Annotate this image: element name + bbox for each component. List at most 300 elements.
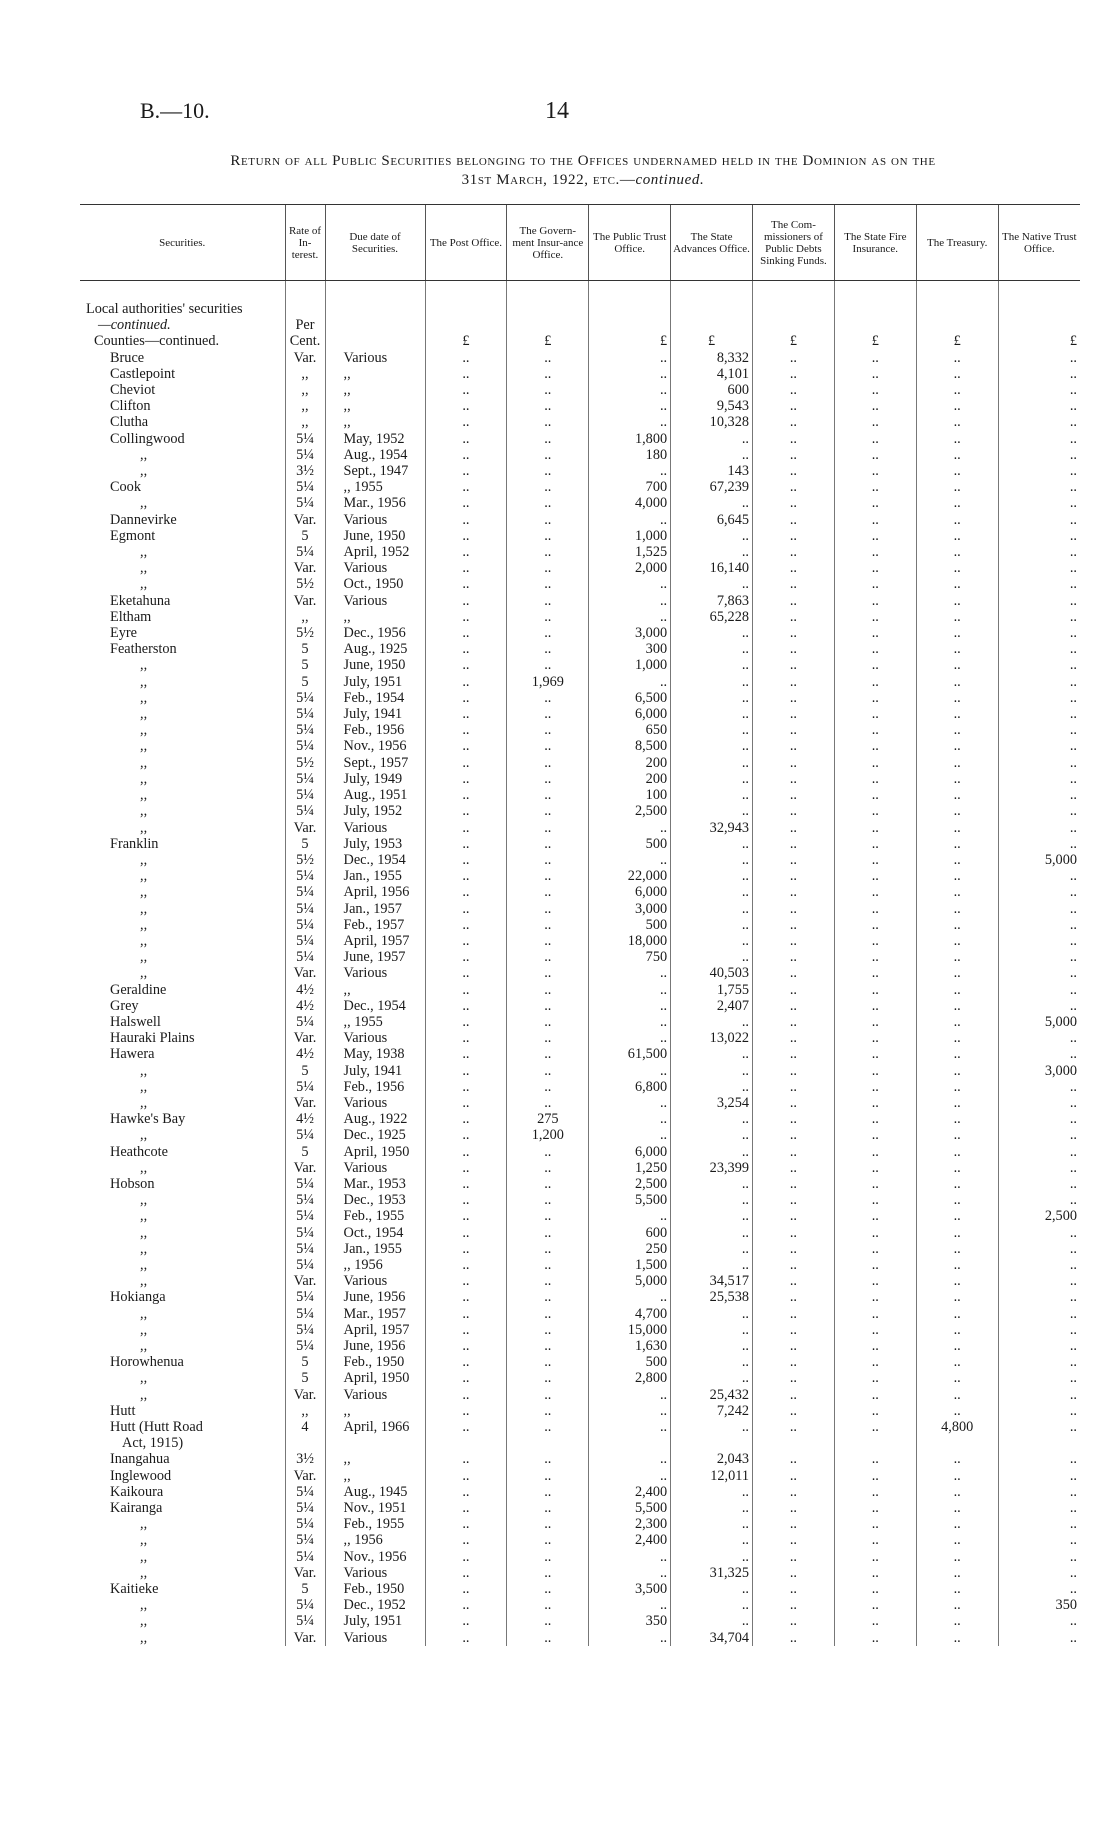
cell-security: ,, <box>140 1532 148 1549</box>
cell-sinking-funds: .. <box>753 836 835 852</box>
cell-due-date: June, 1956 <box>325 1338 425 1354</box>
currency-native-trust: £ <box>998 333 1080 349</box>
cell-due-date: Mar., 1957 <box>325 1306 425 1322</box>
cell-state-advances: .. <box>671 690 753 706</box>
cell-post-office: .. <box>425 706 507 722</box>
cell-state-advances: .. <box>671 576 753 592</box>
cell-native-trust <box>998 1435 1080 1451</box>
cell-rate: 4½ <box>285 998 325 1014</box>
cell-treasury: .. <box>916 1403 998 1419</box>
cell-treasury: .. <box>916 625 998 641</box>
table-row <box>80 350 1080 366</box>
cell-sinking-funds: .. <box>753 463 835 479</box>
cell-treasury: .. <box>916 1516 998 1532</box>
cell-rate: 5½ <box>285 852 325 868</box>
cell-sinking-funds: .. <box>753 1338 835 1354</box>
cell-security: ,, <box>140 446 148 463</box>
cell-sinking-funds: .. <box>753 1613 835 1629</box>
cell-government-insurance: .. <box>507 382 589 398</box>
cell-state-fire: .. <box>834 1338 916 1354</box>
cell-security: ,, <box>140 965 148 982</box>
cell-sinking-funds: .. <box>753 495 835 511</box>
cell-rate: 5¼ <box>285 690 325 706</box>
cell-state-fire: .. <box>834 350 916 366</box>
cell-rate: 4½ <box>285 982 325 998</box>
cell-due-date: Various <box>325 512 425 528</box>
cell-sinking-funds: .. <box>753 965 835 981</box>
cell-security: ,, <box>140 1127 148 1144</box>
cell-government-insurance: .. <box>507 820 589 836</box>
cell-security: Dannevirke <box>110 511 177 528</box>
cell-sinking-funds: .. <box>753 350 835 366</box>
cell-government-insurance: .. <box>507 1273 589 1289</box>
cell-post-office: .. <box>425 1532 507 1548</box>
cell-due-date: May, 1938 <box>325 1046 425 1062</box>
cell-sinking-funds: .. <box>753 1532 835 1548</box>
table-row <box>80 901 1080 917</box>
cell-security: Clifton <box>110 398 151 415</box>
cell-rate: 5¼ <box>285 1516 325 1532</box>
cell-native-trust: .. <box>998 1095 1080 1111</box>
cell-due-date: Jan., 1957 <box>325 901 425 917</box>
cell-public-trust: 700 <box>589 479 671 495</box>
rate-unit-per: Per <box>285 317 325 333</box>
col-header-native-trust: The Native Trust Office. <box>998 205 1080 281</box>
cell-sinking-funds: .. <box>753 593 835 609</box>
cell-government-insurance: 275 <box>507 1111 589 1127</box>
cell-due-date: Various <box>325 1273 425 1289</box>
cell-treasury: .. <box>916 852 998 868</box>
cell-native-trust: .. <box>998 1192 1080 1208</box>
cell-state-fire: .. <box>834 933 916 949</box>
cell-rate: 5¼ <box>285 933 325 949</box>
table-row <box>80 1322 1080 1338</box>
table-row <box>80 1208 1080 1224</box>
cell-post-office: .. <box>425 722 507 738</box>
cell-native-trust: .. <box>998 447 1080 463</box>
cell-due-date: ,, <box>325 382 425 398</box>
cell-security: ,, <box>140 1224 148 1241</box>
cell-due-date: Aug., 1922 <box>325 1111 425 1127</box>
cell-due-date: Feb., 1950 <box>325 1581 425 1597</box>
cell-post-office: .. <box>425 771 507 787</box>
cell-treasury: .. <box>916 1014 998 1030</box>
cell-native-trust: .. <box>998 1030 1080 1046</box>
cell-post-office: .. <box>425 820 507 836</box>
table-row <box>80 787 1080 803</box>
cell-post-office: .. <box>425 884 507 900</box>
cell-security: ,, <box>140 544 148 561</box>
cell-post-office: .. <box>425 560 507 576</box>
cell-government-insurance: 1,969 <box>507 674 589 690</box>
cell-rate: 5¼ <box>285 1613 325 1629</box>
cell-government-insurance: .. <box>507 1306 589 1322</box>
spacer-row <box>80 281 1080 302</box>
caption-local-authorities: Local authorities' securities <box>86 301 243 317</box>
cell-post-office: .. <box>425 1451 507 1467</box>
cell-sinking-funds: .. <box>753 1273 835 1289</box>
cell-state-fire: .. <box>834 479 916 495</box>
cell-state-fire: .. <box>834 787 916 803</box>
cell-public-trust: .. <box>589 674 671 690</box>
cell-government-insurance: .. <box>507 1403 589 1419</box>
cell-due-date: July, 1941 <box>325 706 425 722</box>
cell-state-advances: .. <box>671 1549 753 1565</box>
cell-sinking-funds: .. <box>753 884 835 900</box>
cell-due-date: Various <box>325 350 425 366</box>
cell-government-insurance: .. <box>507 657 589 673</box>
cell-state-advances: .. <box>671 1581 753 1597</box>
cell-due-date: Sept., 1947 <box>325 463 425 479</box>
cell-due-date: April, 1952 <box>325 544 425 560</box>
cell-post-office: .. <box>425 803 507 819</box>
cell-post-office: .. <box>425 1338 507 1354</box>
table-row <box>80 431 1080 447</box>
cell-treasury: .. <box>916 350 998 366</box>
table-row <box>80 771 1080 787</box>
table-row <box>80 722 1080 738</box>
col-header-sinking-funds: The Com-missioners of Public Debts Sinking Funds. <box>753 205 835 281</box>
cell-treasury: .. <box>916 495 998 511</box>
table-row <box>80 1451 1080 1467</box>
cell-treasury: .. <box>916 868 998 884</box>
cell-government-insurance: .. <box>507 1370 589 1386</box>
title-line-2-italic: continued. <box>635 172 705 188</box>
cell-security: Inangahua <box>110 1451 170 1468</box>
cell-government-insurance: .. <box>507 1532 589 1548</box>
cell-security: ,, <box>140 787 148 804</box>
cell-native-trust: .. <box>998 528 1080 544</box>
cell-rate: 5 <box>285 528 325 544</box>
cell-security: ,, <box>140 1240 148 1257</box>
cell-government-insurance: .. <box>507 609 589 625</box>
cell-treasury: .. <box>916 755 998 771</box>
cell-state-advances: .. <box>671 836 753 852</box>
cell-public-trust: 2,500 <box>589 1176 671 1192</box>
cell-treasury: .. <box>916 560 998 576</box>
cell-sinking-funds: .. <box>753 706 835 722</box>
cell-sinking-funds: .. <box>753 1144 835 1160</box>
cell-sinking-funds: .. <box>753 787 835 803</box>
cell-security: ,, <box>140 673 148 690</box>
cell-due-date: Aug., 1951 <box>325 787 425 803</box>
table-row <box>80 755 1080 771</box>
cell-government-insurance: .. <box>507 576 589 592</box>
cell-rate: ,, <box>285 414 325 430</box>
cell-due-date: Various <box>325 560 425 576</box>
cell-state-advances: .. <box>671 1176 753 1192</box>
cell-post-office: .. <box>425 917 507 933</box>
table-row <box>80 495 1080 511</box>
cell-security: Cook <box>110 479 141 496</box>
table-row <box>80 1079 1080 1095</box>
cell-sinking-funds: .. <box>753 1079 835 1095</box>
table-row <box>80 1289 1080 1305</box>
cell-security: ,, <box>140 1597 148 1614</box>
cell-public-trust: 180 <box>589 447 671 463</box>
cell-treasury: .. <box>916 1095 998 1111</box>
cell-sinking-funds: .. <box>753 528 835 544</box>
cell-security: Hokianga <box>110 1289 166 1306</box>
cell-rate: 5½ <box>285 625 325 641</box>
cell-native-trust: .. <box>998 463 1080 479</box>
cell-rate: 5 <box>285 836 325 852</box>
cell-treasury: .. <box>916 1322 998 1338</box>
table-row <box>80 738 1080 754</box>
cell-state-fire: .. <box>834 884 916 900</box>
cell-state-advances: .. <box>671 1419 753 1435</box>
cell-state-fire: .. <box>834 463 916 479</box>
cell-sinking-funds: .. <box>753 1306 835 1322</box>
cell-state-fire: .. <box>834 901 916 917</box>
cell-government-insurance: .. <box>507 1549 589 1565</box>
cell-post-office: .. <box>425 674 507 690</box>
table-row <box>80 933 1080 949</box>
cell-rate: 5¼ <box>285 1532 325 1548</box>
cell-due-date: Jan., 1955 <box>325 1241 425 1257</box>
cell-post-office: .. <box>425 1354 507 1370</box>
cell-treasury: .. <box>916 366 998 382</box>
cell-government-insurance: .. <box>507 706 589 722</box>
cell-treasury: .. <box>916 1370 998 1386</box>
cell-state-advances: .. <box>671 625 753 641</box>
cell-treasury: .. <box>916 414 998 430</box>
cell-state-fire: .. <box>834 1095 916 1111</box>
table-row <box>80 1338 1080 1354</box>
cell-rate: 5¼ <box>285 1014 325 1030</box>
cell-post-office: .. <box>425 1241 507 1257</box>
cell-treasury: .. <box>916 674 998 690</box>
cell-state-fire: .. <box>834 1208 916 1224</box>
cell-sinking-funds: .. <box>753 560 835 576</box>
cell-security: Clutha <box>110 414 149 431</box>
cell-government-insurance: .. <box>507 1484 589 1500</box>
cell-rate: 5¼ <box>285 1484 325 1500</box>
cell-state-advances: 16,140 <box>671 560 753 576</box>
cell-state-advances: .. <box>671 1046 753 1062</box>
table-row <box>80 868 1080 884</box>
cell-post-office: .. <box>425 398 507 414</box>
cell-state-advances: 8,332 <box>671 350 753 366</box>
cell-government-insurance: .. <box>507 1144 589 1160</box>
cell-public-trust: 500 <box>589 836 671 852</box>
cell-due-date: Nov., 1951 <box>325 1500 425 1516</box>
cell-native-trust: .. <box>998 1079 1080 1095</box>
cell-government-insurance: .. <box>507 366 589 382</box>
col-header-rate: Rate of In-terest. <box>285 205 325 281</box>
cell-security: Hobson <box>110 1175 155 1192</box>
cell-public-trust: 8,500 <box>589 738 671 754</box>
cell-treasury: .. <box>916 787 998 803</box>
cell-public-trust: 2,000 <box>589 560 671 576</box>
cell-native-trust: .. <box>998 1225 1080 1241</box>
cell-due-date: June, 1956 <box>325 1289 425 1305</box>
cell-post-office: .. <box>425 1160 507 1176</box>
cell-state-fire: .. <box>834 917 916 933</box>
cell-treasury: .. <box>916 593 998 609</box>
cell-treasury: .. <box>916 836 998 852</box>
cell-due-date: Various <box>325 1565 425 1581</box>
cell-treasury: .. <box>916 609 998 625</box>
cell-treasury: .. <box>916 512 998 528</box>
cell-government-insurance: .. <box>507 1030 589 1046</box>
cell-public-trust: .. <box>589 382 671 398</box>
cell-government-insurance: .. <box>507 722 589 738</box>
cell-security: ,, <box>140 738 148 755</box>
cell-state-fire: .. <box>834 868 916 884</box>
cell-native-trust: .. <box>998 1532 1080 1548</box>
cell-state-fire: .. <box>834 495 916 511</box>
table-row <box>80 1144 1080 1160</box>
caption-counties <box>80 333 285 349</box>
cell-due-date: Various <box>325 1630 425 1646</box>
cell-public-trust: 500 <box>589 917 671 933</box>
cell-post-office <box>425 1435 507 1451</box>
table-row <box>80 836 1080 852</box>
cell-security: Eyre <box>110 625 137 642</box>
cell-security: ,, <box>140 1192 148 1209</box>
cell-rate: 5¼ <box>285 1306 325 1322</box>
col-header-securities: Securities. <box>80 205 285 281</box>
cell-sinking-funds: .. <box>753 1046 835 1062</box>
cell-sinking-funds: .. <box>753 1630 835 1646</box>
cell-state-advances: 23,399 <box>671 1160 753 1176</box>
cell-native-trust: .. <box>998 1468 1080 1484</box>
table-row <box>80 1030 1080 1046</box>
cell-state-fire: .. <box>834 1549 916 1565</box>
cell-native-trust: .. <box>998 722 1080 738</box>
cell-state-fire: .. <box>834 1241 916 1257</box>
cell-state-advances: 31,325 <box>671 1565 753 1581</box>
cell-due-date: ,, 1955 <box>325 1014 425 1030</box>
cell-post-office: .. <box>425 544 507 560</box>
securities-table <box>80 204 1080 1646</box>
cell-state-fire: .. <box>834 982 916 998</box>
cell-rate: ,, <box>285 382 325 398</box>
cell-post-office: .. <box>425 1630 507 1646</box>
cell-security: ,, <box>140 657 148 674</box>
col-header-government-insurance: The Govern-ment Insur-ance Office. <box>507 205 589 281</box>
cell-treasury: .. <box>916 447 998 463</box>
table-row <box>80 560 1080 576</box>
cell-treasury: .. <box>916 1144 998 1160</box>
cell-state-advances: .. <box>671 722 753 738</box>
cell-state-fire: .. <box>834 674 916 690</box>
cell-post-office: .. <box>425 431 507 447</box>
cell-rate: 4 <box>285 1419 325 1435</box>
cell-state-fire: .. <box>834 1370 916 1386</box>
cell-native-trust: .. <box>998 414 1080 430</box>
cell-government-insurance: .. <box>507 1322 589 1338</box>
cell-sinking-funds: .. <box>753 1257 835 1273</box>
cell-state-advances: 65,228 <box>671 609 753 625</box>
cell-native-trust: .. <box>998 949 1080 965</box>
cell-sinking-funds: .. <box>753 803 835 819</box>
cell-sinking-funds: .. <box>753 1419 835 1435</box>
cell-treasury: .. <box>916 657 998 673</box>
cell-security: ,, <box>140 1548 148 1565</box>
cell-due-date: June, 1950 <box>325 657 425 673</box>
cell-post-office: .. <box>425 1613 507 1629</box>
cell-state-fire: .. <box>834 1613 916 1629</box>
cell-state-advances: 7,863 <box>671 593 753 609</box>
cell-government-insurance: .. <box>507 787 589 803</box>
cell-state-advances: .. <box>671 1516 753 1532</box>
cell-state-fire: .. <box>834 1322 916 1338</box>
cell-post-office: .. <box>425 366 507 382</box>
cell-government-insurance: .. <box>507 1500 589 1516</box>
cell-native-trust: .. <box>998 1144 1080 1160</box>
cell-native-trust: .. <box>998 366 1080 382</box>
cell-due-date: Mar., 1953 <box>325 1176 425 1192</box>
cell-state-advances: .. <box>671 901 753 917</box>
cell-state-advances: .. <box>671 674 753 690</box>
cell-treasury: .. <box>916 1306 998 1322</box>
cell-post-office: .. <box>425 528 507 544</box>
title-line-1: Return of all Public Securities belonging to the Offices undernamed held in the Dominion as on the <box>230 153 936 169</box>
cell-government-insurance: .. <box>507 495 589 511</box>
cell-state-fire: .. <box>834 447 916 463</box>
table-row <box>80 1630 1080 1646</box>
cell-sinking-funds: .. <box>753 917 835 933</box>
cell-government-insurance: .. <box>507 593 589 609</box>
cell-sinking-funds: .. <box>753 949 835 965</box>
cell-security: Kairanga <box>110 1500 163 1517</box>
cell-security: ,, <box>140 1078 148 1095</box>
cell-post-office: .. <box>425 382 507 398</box>
cell-rate: ,, <box>285 609 325 625</box>
cell-sinking-funds: .. <box>753 1127 835 1143</box>
cell-due-date: Various <box>325 965 425 981</box>
cell-public-trust: 1,630 <box>589 1338 671 1354</box>
cell-rate: 5½ <box>285 755 325 771</box>
cell-sinking-funds: .. <box>753 1354 835 1370</box>
cell-sinking-funds: .. <box>753 1451 835 1467</box>
cell-rate: 5¼ <box>285 901 325 917</box>
cell-due-date: Various <box>325 820 425 836</box>
cell-post-office: .. <box>425 576 507 592</box>
cell-security: ,, <box>140 706 148 723</box>
cell-sinking-funds: .. <box>753 755 835 771</box>
cell-due-date: Feb., 1955 <box>325 1516 425 1532</box>
cell-post-office: .. <box>425 1306 507 1322</box>
cell-treasury: .. <box>916 820 998 836</box>
cell-state-advances: .. <box>671 1500 753 1516</box>
cell-rate: 5 <box>285 1370 325 1386</box>
cell-government-insurance: .. <box>507 1208 589 1224</box>
cell-state-advances: .. <box>671 431 753 447</box>
cell-due-date: April, 1950 <box>325 1144 425 1160</box>
cell-native-trust: .. <box>998 738 1080 754</box>
cell-sinking-funds: .. <box>753 431 835 447</box>
cell-government-insurance: .. <box>507 917 589 933</box>
cell-sinking-funds: .. <box>753 544 835 560</box>
cell-native-trust: .. <box>998 350 1080 366</box>
cell-rate: Var. <box>285 593 325 609</box>
cell-government-insurance: .. <box>507 350 589 366</box>
cell-post-office: .. <box>425 868 507 884</box>
cell-post-office: .. <box>425 1549 507 1565</box>
cell-post-office: .. <box>425 447 507 463</box>
cell-treasury: .. <box>916 1630 998 1646</box>
table-row <box>80 998 1080 1014</box>
cell-state-advances: .. <box>671 1014 753 1030</box>
cell-state-advances: 34,704 <box>671 1630 753 1646</box>
cell-sinking-funds: .. <box>753 1581 835 1597</box>
cell-post-office: .. <box>425 495 507 511</box>
cell-native-trust: .. <box>998 512 1080 528</box>
cell-native-trust: .. <box>998 1451 1080 1467</box>
